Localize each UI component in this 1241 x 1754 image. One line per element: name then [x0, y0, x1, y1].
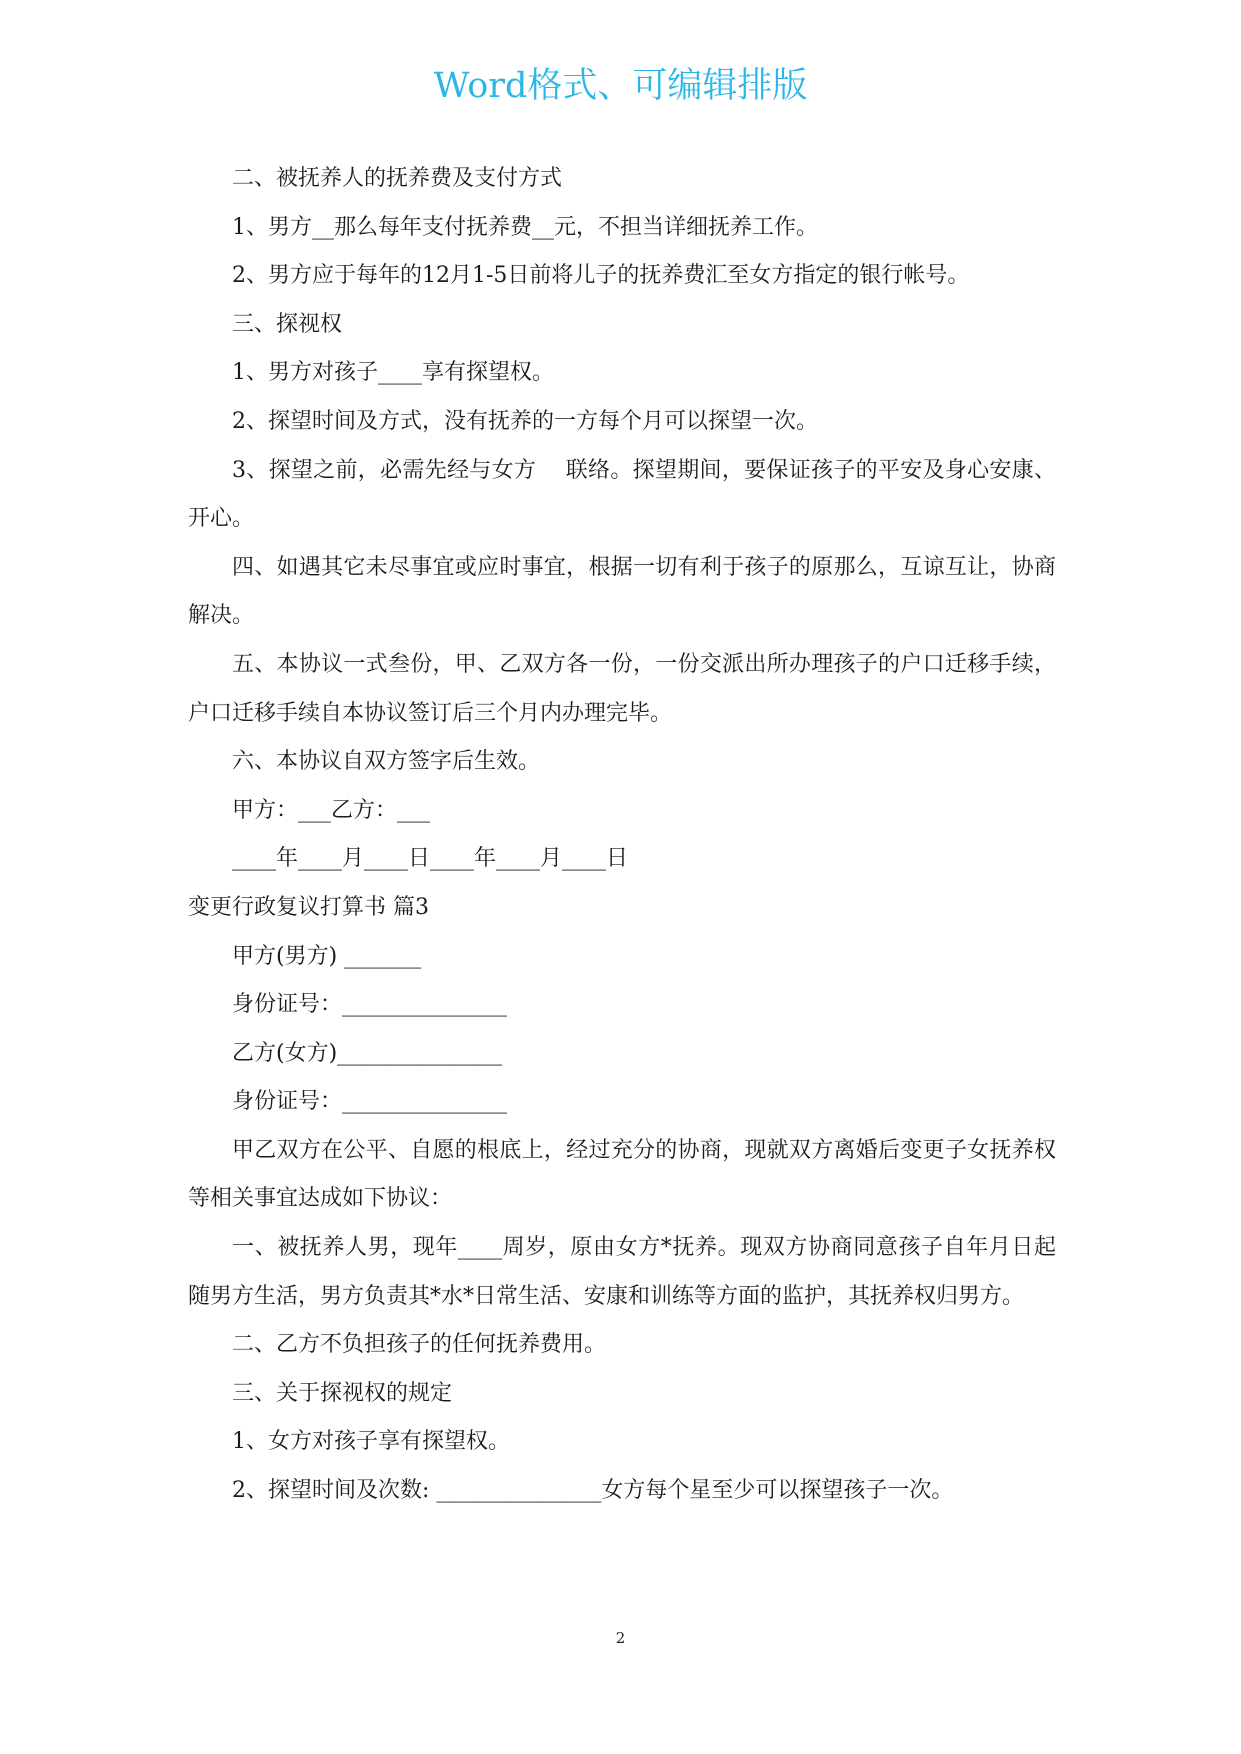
paragraph: 1、女方对孩子享有探望权。 — [232, 1429, 510, 1455]
paragraph: 一、被抚养人男，现年____周岁，原由女方*抚养。现双方协商同意孩子自年月日起随男方生活，男方负责其*水*日常生活、安康和训练等方面的监护，其抚养权归男方。 — [188, 1235, 1056, 1309]
paragraph: 1、男方对孩子____享有探望权。 — [232, 360, 554, 386]
paragraph: 二、乙方不负担孩子的任何抚养费用。 — [232, 1332, 607, 1358]
paragraph: 身份证号：_______________ — [232, 1089, 508, 1115]
paragraph: 五、本协议一式叁份，甲、乙双方各一份，一份交派出所办理孩子的户口迁移手续，户口迁移手续自本协议签订后三个月内办理完毕。 — [188, 651, 1056, 726]
paragraph: 乙方(女方)_______________ — [232, 1040, 503, 1066]
paragraph: 3、探望之前，必需先经与女方 联络。探望期间，要保证孩子的平安及身心安康、开心。 — [188, 457, 1056, 532]
paragraph: 甲乙双方在公平、自愿的根底上，经过充分的协商，现就双方离婚后变更子女抚养权等相关事宜达成如下协议： — [188, 1137, 1056, 1212]
paragraph: 四、如遇其它未尽事宜或应时事宜，根据一切有利于孩子的原那么，互谅互让，协商解决。 — [188, 554, 1056, 629]
paragraph: 甲方：___乙方：___ — [232, 797, 431, 823]
paragraph: 三、关于探视权的规定 — [232, 1380, 453, 1406]
paragraph: 二、被抚养人的抚养费及支付方式 — [232, 166, 563, 191]
paragraph: 1、男方__那么每年支付抚养费__元，不担当详细抚养工作。 — [232, 214, 818, 240]
paragraph: 甲方(男方) _______ — [232, 943, 422, 969]
page-number: 2 — [615, 1629, 626, 1647]
document-body — [188, 155, 1056, 1516]
paragraph: 2、探望时间及次数: _______________女方每个星至少可以探望孩子一次。 — [232, 1478, 954, 1504]
paragraph: 身份证号：_______________ — [232, 992, 508, 1018]
paragraph: 三、探视权 — [232, 311, 343, 337]
paragraph: 变更行政复议打算书 篇3 — [188, 894, 429, 920]
paragraph: 六、本协议自双方签字后生效。 — [232, 749, 541, 775]
paragraph: 2、探望时间及方式，没有抚养的一方每个月可以探望一次。 — [232, 408, 818, 434]
paragraph: 2、男方应于每年的12月1-5日前将儿子的抚养费汇至女方指定的银行帐号。 — [232, 263, 970, 289]
paragraph: ____年____月____日____年____月____日 — [232, 846, 629, 872]
header-title: Word格式、可编辑排版 — [433, 66, 808, 106]
